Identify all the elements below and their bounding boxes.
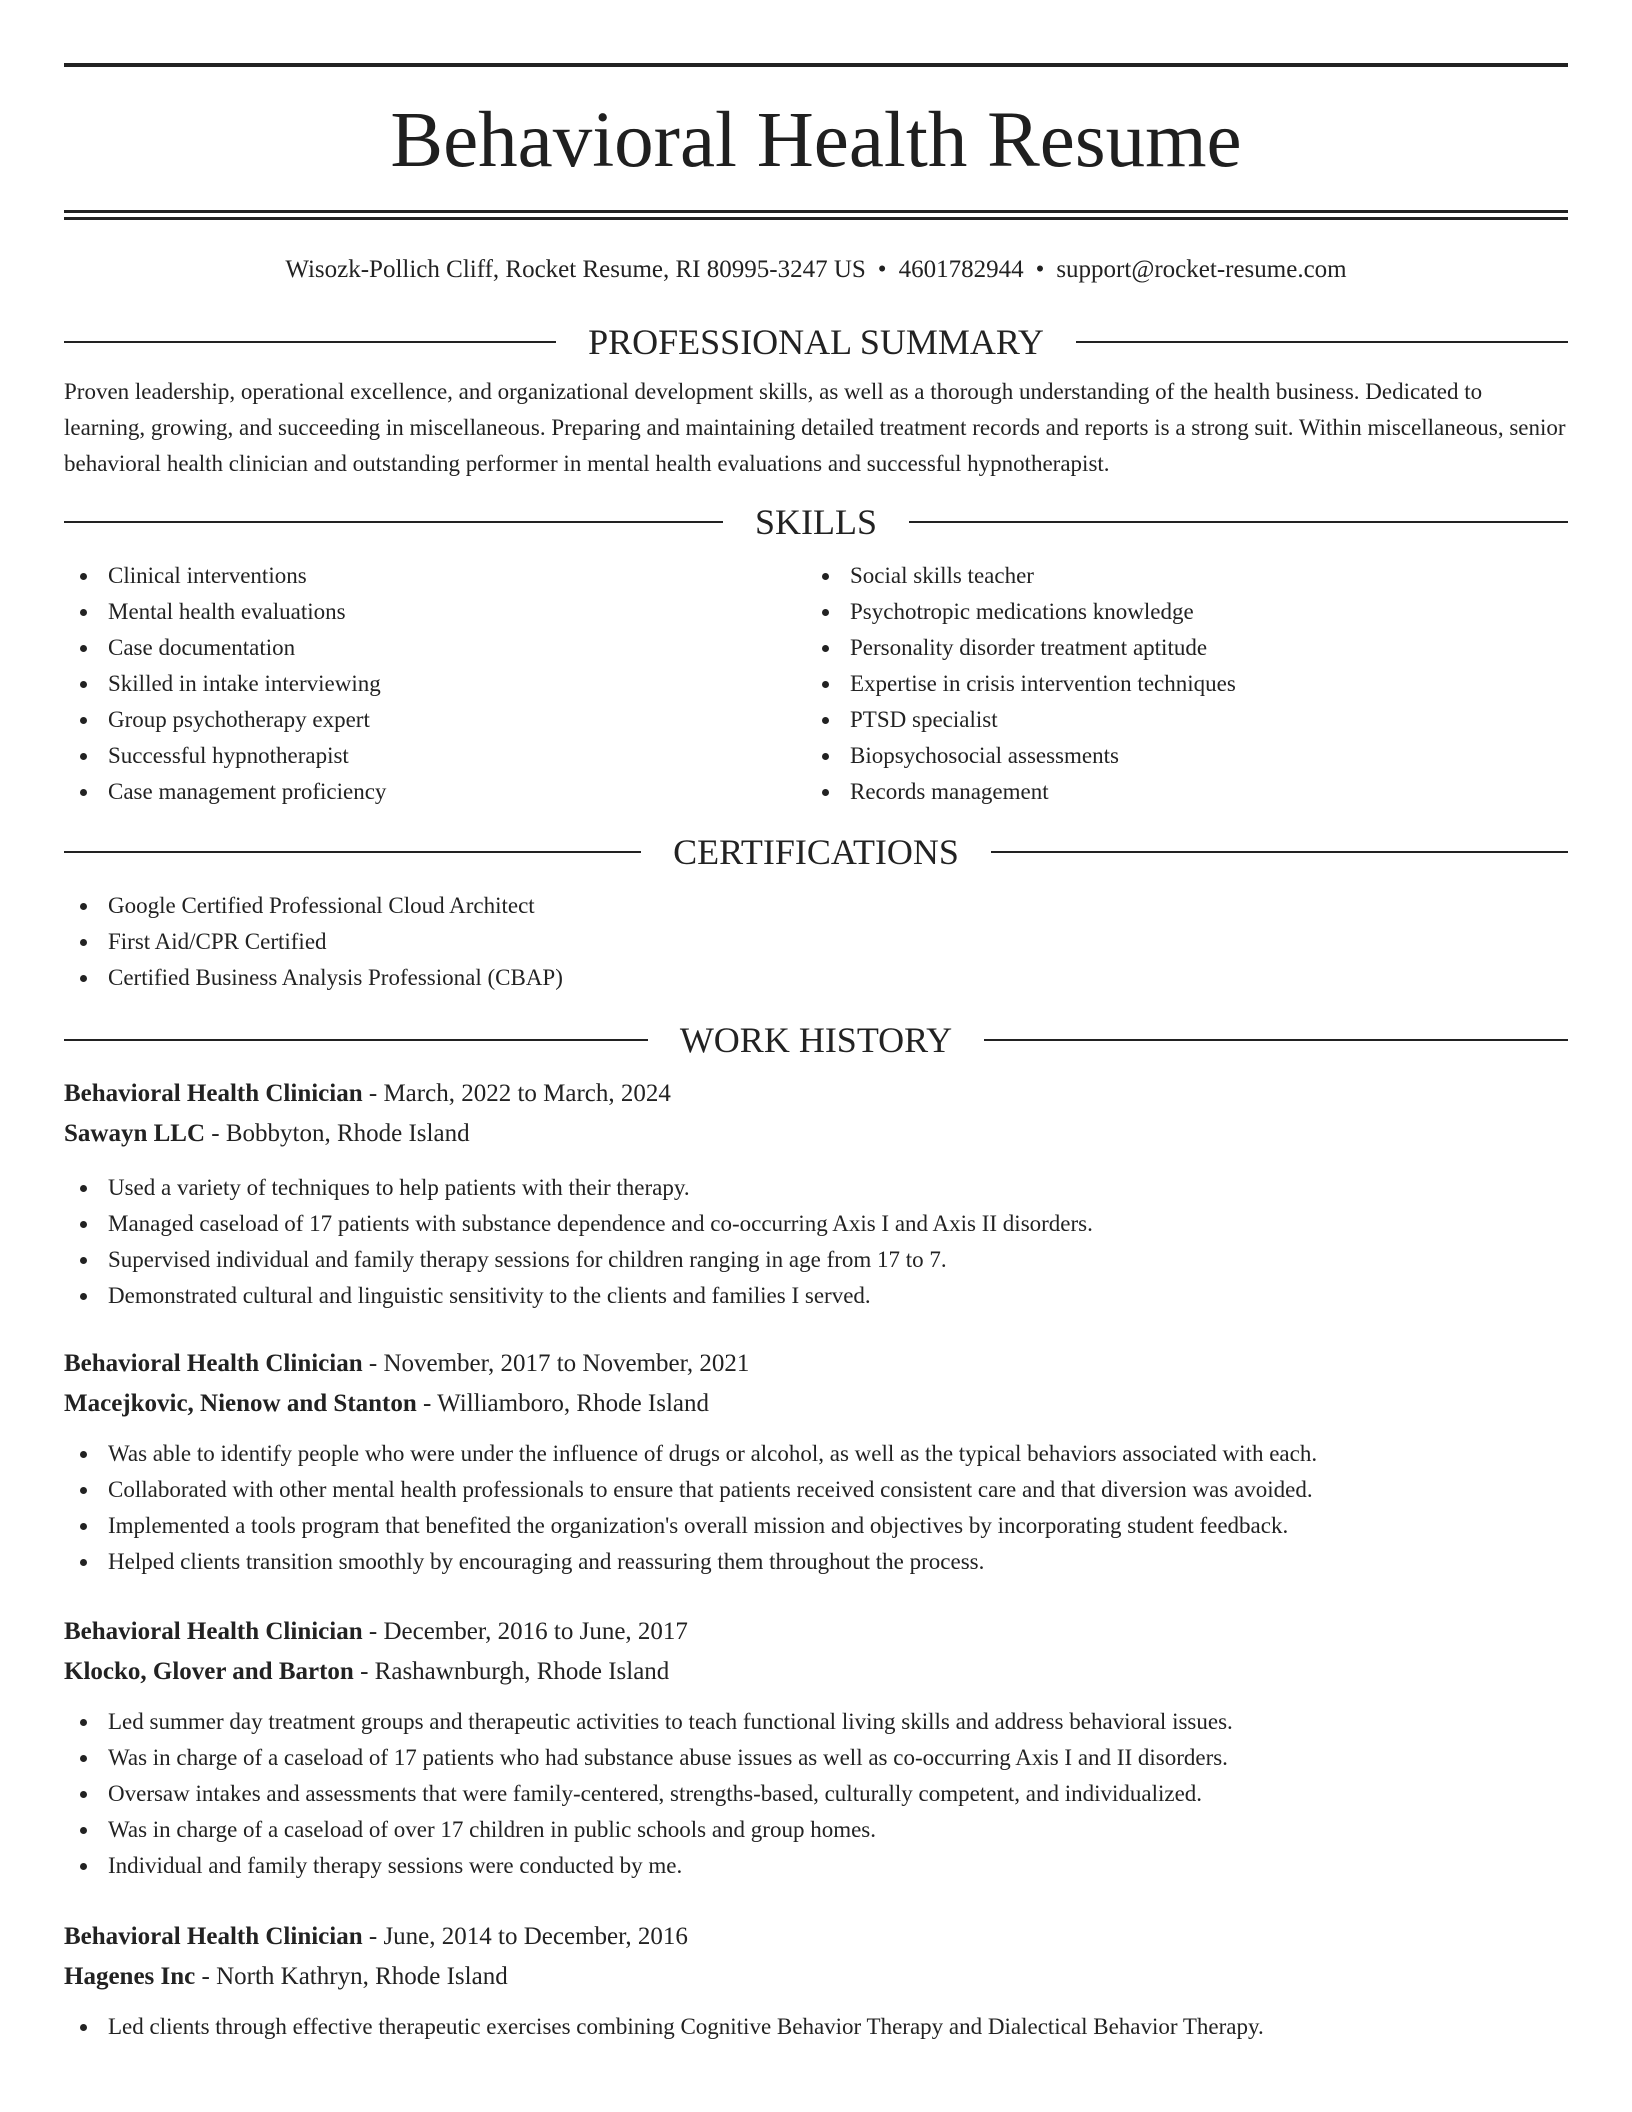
job-company: Klocko, Glover and Barton [64,1658,354,1685]
work-heading-row [64,1020,1568,1060]
job-dates: - March, 2022 to March, 2024 [362,1080,671,1107]
contact-separator: • [877,256,887,283]
job-bullets [64,1436,1568,1580]
list-item: Supervised individual and family therapy sessions for children ranging in age from 17 to 7. [64,1242,1568,1278]
heading-rule [64,341,556,343]
resume-title: Behavioral Health Resume [390,97,1242,184]
heading-rule [64,1039,648,1041]
list-item: Led summer day treatment groups and therapeutic activities to teach functional living skills and address behavioral issues. [64,1704,1568,1740]
job-title: Behavioral Health Clinician [64,1350,363,1377]
list-item: Successful hypnotherapist [64,738,806,774]
job-entry [64,1074,1568,1314]
list-item: Case management proficiency [64,774,806,810]
job-company-line [64,1384,1568,1424]
job-bullets [64,2009,1568,2045]
certifications-list [64,888,1568,996]
job-entry [64,1344,1568,1580]
resume-page [64,0,1568,2045]
list-item: Individual and family therapy sessions were conducted by me. [64,1848,1568,1884]
work-heading: WORK HISTORY [679,1020,953,1060]
list-item: Expertise in crisis intervention techniques [806,666,1548,702]
job-location: - Bobbyton, Rhode Island [205,1120,470,1147]
contact-address: Wisozk-Pollich Cliff, Rocket Resume, RI 80995-3247 US [285,256,866,283]
job-dates: - June, 2014 to December, 2016 [362,1923,688,1950]
contact-separator: • [1035,256,1045,283]
contact-phone: 4601782944 [898,256,1024,283]
list-item: Mental health evaluations [64,594,806,630]
skills-list-right [806,558,1548,810]
header-double-rule [64,210,1568,220]
job-company-line [64,1957,1568,1997]
summary-heading-row [64,322,1568,362]
job-company: Hagenes Inc [64,1963,196,1990]
list-item: Helped clients transition smoothly by encouraging and reassuring them throughout the process. [64,1544,1568,1580]
list-item: Biopsychosocial assessments [806,738,1548,774]
header-top-rule [64,63,1568,67]
certifications-heading-row [64,832,1568,872]
certifications-heading: CERTIFICATIONS [673,832,959,872]
job-company-line [64,1114,1568,1154]
list-item: First Aid/CPR Certified [64,924,1568,960]
list-item: Led clients through effective therapeutic exercises combining Cognitive Behavior Therapy and Dialectical Behavior Therapy. [64,2009,1568,2045]
job-dates: - November, 2017 to November, 2021 [362,1350,750,1377]
job-location: - North Kathryn, Rhode Island [195,1963,508,1990]
list-item: Certified Business Analysis Professional (CBAP) [64,960,1568,996]
list-item: PTSD specialist [806,702,1548,738]
job-location: - Rashawnburgh, Rhode Island [353,1658,670,1685]
list-item: Psychotropic medications knowledge [806,594,1548,630]
list-item: Was able to identify people who were under the influence of drugs or alcohol, as well as the typical behaviors associated with each. [64,1436,1568,1472]
heading-rule [909,521,1568,523]
list-item: Collaborated with other mental health professionals to ensure that patients received consistent care and that diversion was avoided. [64,1472,1568,1508]
job-title-line [64,1612,1568,1652]
summary-text: Proven leadership, operational excellence, and organizational development skills, as well as a thorough understanding of the health business. Dedicated to learning, growing, and succeeding in miscellaneous. Preparing and maintaining detailed treatment records and reports is a strong suit. Within miscellaneous, senior behavioral health clinician and outstanding performer in mental health evaluations and successful hypnotherapist. [64,379,1566,476]
skills-heading-row [64,502,1568,542]
skills-list-left [64,558,806,810]
job-title: Behavioral Health Clinician [64,1923,363,1950]
list-item: Managed caseload of 17 patients with substance dependence and co-occurring Axis I and Axis II disorders. [64,1206,1568,1242]
list-item: Oversaw intakes and assessments that were family-centered, strengths-based, culturally competent, and individualized. [64,1776,1568,1812]
job-title-line [64,1074,1568,1114]
list-item: Implemented a tools program that benefited the organization's overall mission and objectives by incorporating student feedback. [64,1508,1568,1544]
summary-heading: PROFESSIONAL SUMMARY [588,322,1044,362]
heading-rule [1076,341,1568,343]
job-location: - Williamboro, Rhode Island [416,1390,710,1417]
list-item: Was in charge of a caseload of 17 patients who had substance abuse issues as well as co-occurring Axis I and II disorders. [64,1740,1568,1776]
list-item: Case documentation [64,630,806,666]
heading-rule [984,1039,1568,1041]
list-item: Records management [806,774,1548,810]
contact-line [64,255,1568,285]
list-item: Demonstrated cultural and linguistic sensitivity to the clients and families I served. [64,1278,1568,1314]
list-item: Skilled in intake interviewing [64,666,806,702]
job-title-line [64,1344,1568,1384]
contact-email: support@rocket-resume.com [1056,256,1347,283]
job-title: Behavioral Health Clinician [64,1080,363,1107]
list-item: Social skills teacher [806,558,1548,594]
heading-rule [991,851,1568,853]
list-item: Personality disorder treatment aptitude [806,630,1548,666]
heading-rule [64,521,723,523]
job-company: Macejkovic, Nienow and Stanton [64,1390,417,1417]
job-company: Sawayn LLC [64,1120,206,1147]
heading-rule [64,851,641,853]
skills-columns [64,558,1568,810]
job-entry [64,1917,1568,2045]
list-item: Google Certified Professional Cloud Architect [64,888,1568,924]
skills-heading: SKILLS [755,502,878,542]
job-bullets [64,1170,1568,1314]
job-title-line [64,1917,1568,1957]
list-item: Clinical interventions [64,558,806,594]
job-dates: - December, 2016 to June, 2017 [362,1618,688,1645]
job-company-line [64,1652,1568,1692]
list-item: Group psychotherapy expert [64,702,806,738]
list-item: Was in charge of a caseload of over 17 children in public schools and group homes. [64,1812,1568,1848]
job-entry [64,1612,1568,1884]
job-title: Behavioral Health Clinician [64,1618,363,1645]
list-item: Used a variety of techniques to help patients with their therapy. [64,1170,1568,1206]
job-bullets [64,1704,1568,1884]
